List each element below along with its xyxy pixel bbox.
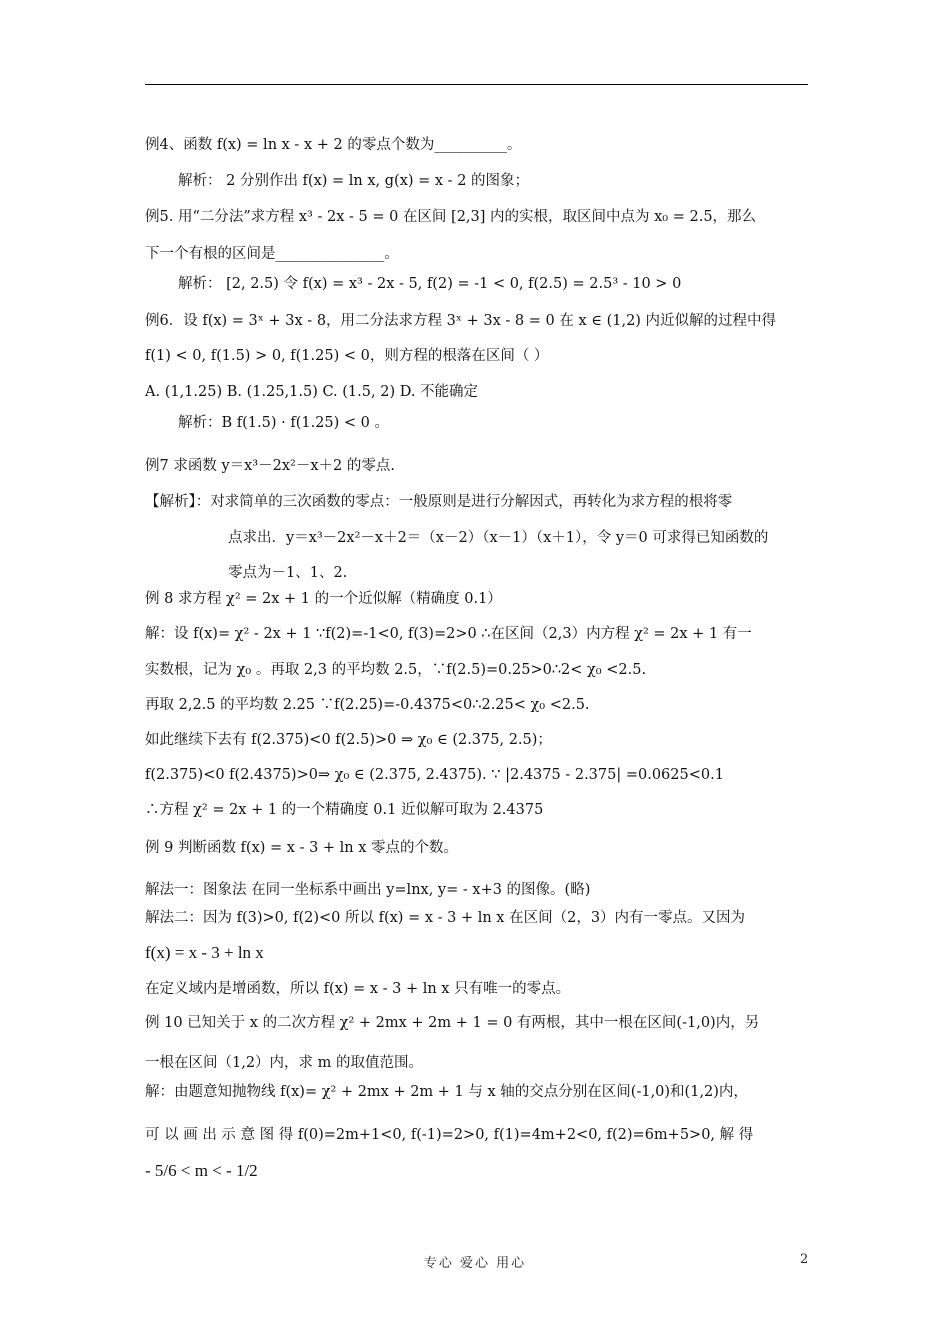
example-9-method-2: 解法二：因为 f(3)>0, f(2)<0 所以 f(x) = x - 3 + ln x 在区间（2，3）内有一零点。又因为 xyxy=(145,910,746,926)
example-8-solution-5: f(2.375)<0 f(2.4375)>0⇒ χ₀ ∈ (2.375, 2.4375). ∵ |2.4375 - 2.375| =0.0625<0.1 xyxy=(145,767,724,783)
example-9-question: 例 9 判断函数 f(x) = x - 3 + ln x 零点的个数。 xyxy=(145,840,459,856)
example-10-question: 例 10 已知关于 x 的二次方程 χ² + 2mx + 2m + 1 = 0 有两根，其中一根在区间(-1,0)内，另 xyxy=(145,1015,760,1031)
footer-motto: 专心 爱心 用心 xyxy=(423,1256,527,1271)
example-4-question: 例4、函数 f(x) = ln x - x + 2 的零点个数为__________。 xyxy=(145,137,522,153)
example-5-question: 例5. 用“二分法”求方程 x³ - 2x - 5 = 0 在区间 [2,3] 内的实根，取区间中点为 x₀ = 2.5，那么 xyxy=(145,209,757,225)
example-8-solution-4: 如此继续下去有 f(2.375)<0 f(2.5)>0 ⇒ χ₀ ∈ (2.375, 2.5)； xyxy=(145,732,552,748)
page-number: 2 xyxy=(800,1252,809,1267)
example-5-solution: 解析： [2, 2.5) 令 f(x) = x³ - 2x - 5, f(2) = -1 < 0, f(2.5) = 2.5³ - 10 > 0 xyxy=(178,276,682,292)
example-6-question-cont: f(1) < 0, f(1.5) > 0, f(1.25) < 0，则方程的根落在区间（ ） xyxy=(145,348,549,364)
example-5-question-cont: 下一个有根的区间是_______________。 xyxy=(145,246,399,262)
example-8-solution-3: 再取 2,2.5 的平均数 2.25 ∵f(2.25)=-0.4375<0∴2.25< χ₀ <2.5. xyxy=(145,697,590,713)
example-10-solution-1: 解：由题意知抛物线 f(x)= χ² + 2mx + 2m + 1 与 x 轴的交点分别在区间(-1,0)和(1,2)内， xyxy=(145,1084,748,1100)
example-4-solution: 解析： 2 分别作出 f(x) = ln x, g(x) = x - 2 的图象； xyxy=(178,173,530,189)
example-8-conclusion: ∴方程 χ² = 2x + 1 的一个精确度 0.1 近似解可取为 2.4375 xyxy=(145,802,544,818)
example-7-analysis: 【解析】：对求简单的三次函数的零点：一般原则是进行分解因式，再转化为求方程的根将零 xyxy=(145,494,733,510)
example-7-question: 例7 求函数 y＝x³－2x²－x＋2 的零点. xyxy=(145,458,395,474)
example-10-solution-2: 可 以 画 出 示 意 图 得 f(0)=2m+1<0, f(-1)=2>0, f(1)=4m+2<0, f(2)=6m+5>0, 解 得 xyxy=(145,1127,754,1143)
example-6-question: 例6．设 f(x) = 3ˣ + 3x - 8，用二分法求方程 3ˣ + 3x - 8 = 0 在 x ∈ (1,2) 内近似解的过程中得 xyxy=(145,313,777,329)
example-6-options: A. (1,1.25) B. (1.25,1.5) C. (1.5, 2) D. 不能确定 xyxy=(145,384,479,400)
example-9-conclusion: 在定义域内是增函数，所以 f(x) = x - 3 + ln x 只有唯一的零点。 xyxy=(145,981,571,997)
example-7-analysis-cont: 点求出．y＝x³－2x²－x＋2＝（x－2）（x－1）（x＋1），令 y＝0 可求得已知函数的 xyxy=(228,530,769,546)
example-6-solution: 解析：B f(1.5) · f(1.25) < 0 。 xyxy=(178,415,390,431)
header-rule xyxy=(145,84,808,85)
example-8-solution-2: 实数根，记为 χ₀ 。再取 2,3 的平均数 2.5，∵f(2.5)=0.25>0∴2< χ₀ <2.5. xyxy=(145,662,647,678)
example-8-question: 例 8 求方程 χ² = 2x + 1 的一个近似解（精确度 0.1） xyxy=(145,591,502,607)
example-10-result: - 5/6 < m < - 1/2 xyxy=(145,1161,258,1180)
example-10-question-cont: 一根在区间（1,2）内，求 m 的取值范围。 xyxy=(145,1055,424,1071)
example-9-formula: f(x) = x - 3 + ln x xyxy=(145,943,264,962)
example-9-method-1: 解法一：图象法 在同一坐标系中画出 y=lnx, y= - x+3 的图像。(略) xyxy=(145,882,591,898)
example-7-analysis-end: 零点为－1、1、2. xyxy=(228,565,348,581)
example-8-solution-1: 解：设 f(x)= χ² - 2x + 1 ∵f(2)=-1<0, f(3)=2>0 ∴在区间（2,3）内方程 χ² = 2x + 1 有一 xyxy=(145,626,752,642)
